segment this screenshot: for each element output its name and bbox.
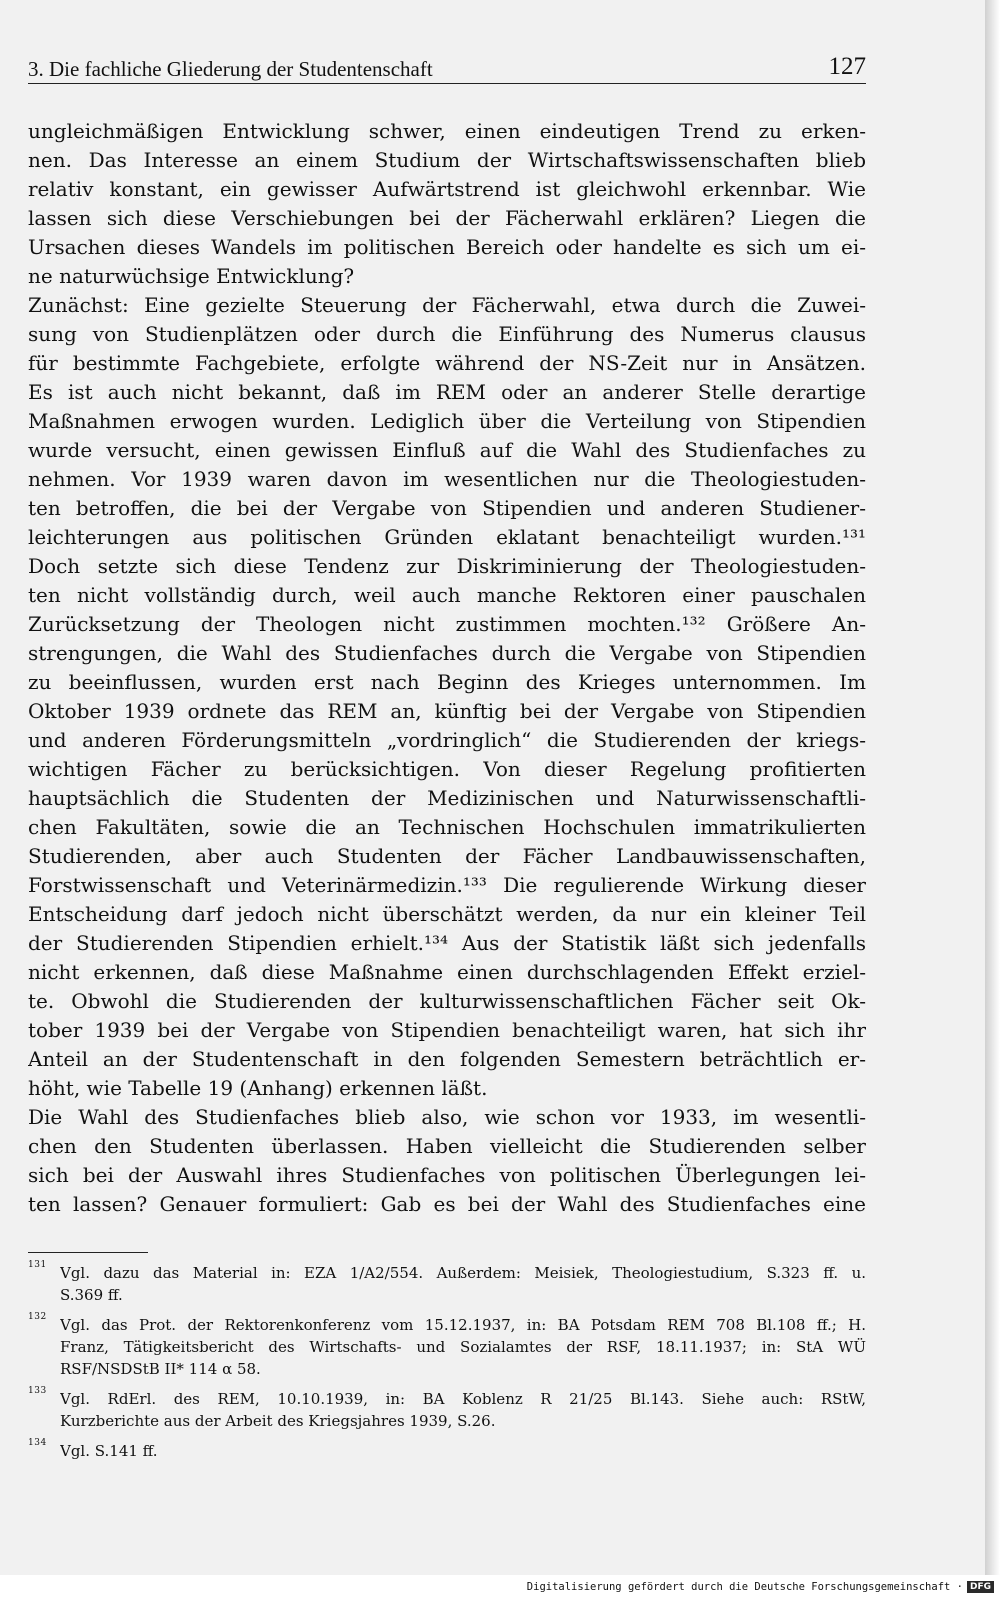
text-line: Maßnahmen erwogen wurden. Lediglich über die Verteilung von Stipendien xyxy=(28,409,866,433)
text-line: Doch setzte sich diese Tendenz zur Diskriminierung der Theologiestuden- xyxy=(28,554,866,578)
page-header xyxy=(28,53,866,84)
text-line: wichtigen Fächer zu berücksichtigen. Von dieser Regelung profitierten xyxy=(28,757,866,781)
text-line: sung von Studienplätzen oder durch die Einführung des Numerus clausus xyxy=(28,322,866,346)
text-line: lassen sich diese Verschiebungen bei der Fächerwahl erklären? Liegen die xyxy=(28,206,866,230)
text-line: Zunächst: Eine gezielte Steuerung der Fächerwahl, etwa durch die Zuwei- xyxy=(28,293,866,317)
footnote-line: RSF/NSDStB II* 114 α 58. xyxy=(60,1360,261,1378)
text-line: ten lassen? Genauer formuliert: Gab es bei der Wahl des Studienfaches eine xyxy=(28,1192,866,1216)
text-line: der Studierenden Stipendien erhielt.¹³⁴ Aus der Statistik läßt sich jedenfalls xyxy=(28,931,866,955)
digitization-credit xyxy=(527,1581,994,1593)
running-head: 3. Die fachliche Gliederung der Studentenschaft xyxy=(28,57,433,81)
footnotes xyxy=(28,1262,866,1470)
footnote-line: Franz, Tätigkeitsbericht des Wirtschafts- und Sozialamtes der RSF, 18.11.1937; in: StA WÜ xyxy=(60,1338,866,1356)
text-line: ungleichmäßigen Entwicklung schwer, einen eindeutigen Trend zu erken- xyxy=(28,119,866,143)
footnote-133 xyxy=(28,1388,866,1432)
text-line: zu beeinflussen, wurden erst nach Beginn des Krieges unternommen. Im xyxy=(28,670,866,694)
text-line: Es ist auch nicht bekannt, daß im REM oder an anderer Stelle derartige xyxy=(28,380,866,404)
footnote-divider xyxy=(28,1252,148,1253)
footnote-number: 131 xyxy=(28,1260,47,1270)
text-line: relativ konstant, ein gewisser Aufwärtstrend ist gleichwohl erkennbar. Wie xyxy=(28,177,866,201)
text-line: Oktober 1939 ordnete das REM an, künftig bei der Vergabe von Stipendien xyxy=(28,699,866,723)
text-line: Ursachen dieses Wandels im politischen Bereich oder handelte es sich um ei- xyxy=(28,235,866,259)
footnote-line: S.369 ff. xyxy=(60,1286,123,1304)
text-line: Die Wahl des Studienfaches blieb also, wie schon vor 1933, im wesentli- xyxy=(28,1105,866,1129)
footnote-line: Vgl. dazu das Material in: EZA 1/A2/554. Außerdem: Meisiek, Theologiestudium, S.323 ff. u. xyxy=(60,1264,866,1282)
text-line: leichterungen aus politischen Gründen eklatant benachteiligt wurden.¹³¹ xyxy=(28,525,866,549)
text-line: Zurücksetzung der Theologen nicht zustimmen mochten.¹³² Größere An- xyxy=(28,612,866,636)
text-line: nicht erkennen, daß diese Maßnahme einen durchschlagenden Effekt erziel- xyxy=(28,960,866,984)
text-line: nehmen. Vor 1939 waren davon im wesentlichen nur die Theologiestuden- xyxy=(28,467,866,491)
text-line: chen den Studenten überlassen. Haben vielleicht die Studierenden selber xyxy=(28,1134,866,1158)
text-line: Forstwissenschaft und Veterinärmedizin.¹³³ Die regulierende Wirkung dieser xyxy=(28,873,866,897)
text-line: Studierenden, aber auch Studenten der Fächer Landbauwissenschaften, xyxy=(28,844,866,868)
text-line: ten betroffen, die bei der Vergabe von Stipendien und anderen Studiener- xyxy=(28,496,866,520)
footnote-number: 133 xyxy=(28,1386,47,1396)
text-line: tober 1939 bei der Vergabe von Stipendien benachteiligt waren, hat sich ihr xyxy=(28,1018,866,1042)
scan-edge xyxy=(985,0,1000,1575)
text-line: strengungen, die Wahl des Studienfaches durch die Vergabe von Stipendien xyxy=(28,641,866,665)
footnote-132 xyxy=(28,1314,866,1380)
text-line: wurde versucht, einen gewissen Einfluß auf die Wahl des Studienfaches zu xyxy=(28,438,866,462)
footnote-line: Vgl. S.141 ff. xyxy=(60,1442,158,1460)
text-line: höht, wie Tabelle 19 (Anhang) erkennen läßt. xyxy=(28,1076,488,1100)
footnote-line: Vgl. das Prot. der Rektorenkonferenz vom 15.12.1937, in: BA Potsdam REM 708 Bl.108 ff.; H. xyxy=(60,1316,866,1334)
text-line: nen. Das Interesse an einem Studium der Wirtschaftswissenschaften blieb xyxy=(28,148,866,172)
text-line: ten nicht vollständig durch, weil auch manche Rektoren einer pauschalen xyxy=(28,583,866,607)
text-line: hauptsächlich die Studenten der Medizinischen und Naturwissenschaftli- xyxy=(28,786,866,810)
credit-text: Digitalisierung gefördert durch die Deutsche Forschungsgemeinschaft · xyxy=(526,1581,963,1593)
footnote-line: Vgl. RdErl. des REM, 10.10.1939, in: BA Koblenz R 21/25 Bl.143. Siehe auch: RStW, xyxy=(60,1390,866,1408)
text-line: für bestimmte Fachgebiete, erfolgte während der NS-Zeit nur in Ansätzen. xyxy=(28,351,866,375)
text-line: und anderen Förderungsmitteln „vordringlich“ die Studierenden der kriegs- xyxy=(28,728,866,752)
text-line: chen Fakultäten, sowie die an Technischen Hochschulen immatrikulierten xyxy=(28,815,866,839)
footnote-number: 134 xyxy=(28,1438,47,1448)
text-line: te. Obwohl die Studierenden der kulturwissenschaftlichen Fächer seit Ok- xyxy=(28,989,866,1013)
text-line: Anteil an der Studentenschaft in den folgenden Semestern beträchtlich er- xyxy=(28,1047,866,1071)
footnote-line: Kurzberichte aus der Arbeit des Kriegsjahres 1939, S.26. xyxy=(60,1412,496,1430)
text-line: Entscheidung darf jedoch nicht überschätzt werden, da nur ein kleiner Teil xyxy=(28,902,866,926)
page-number: 127 xyxy=(828,53,866,80)
footnote-134 xyxy=(28,1440,866,1462)
footnote-number: 132 xyxy=(28,1312,47,1322)
text-line: ne naturwüchsige Entwicklung? xyxy=(28,264,355,288)
text-line: sich bei der Auswahl ihres Studienfaches von politischen Überlegungen lei- xyxy=(28,1163,866,1187)
dfg-logo-icon: DFG xyxy=(967,1581,994,1593)
footnote-131 xyxy=(28,1262,866,1306)
body-text xyxy=(28,117,866,1219)
